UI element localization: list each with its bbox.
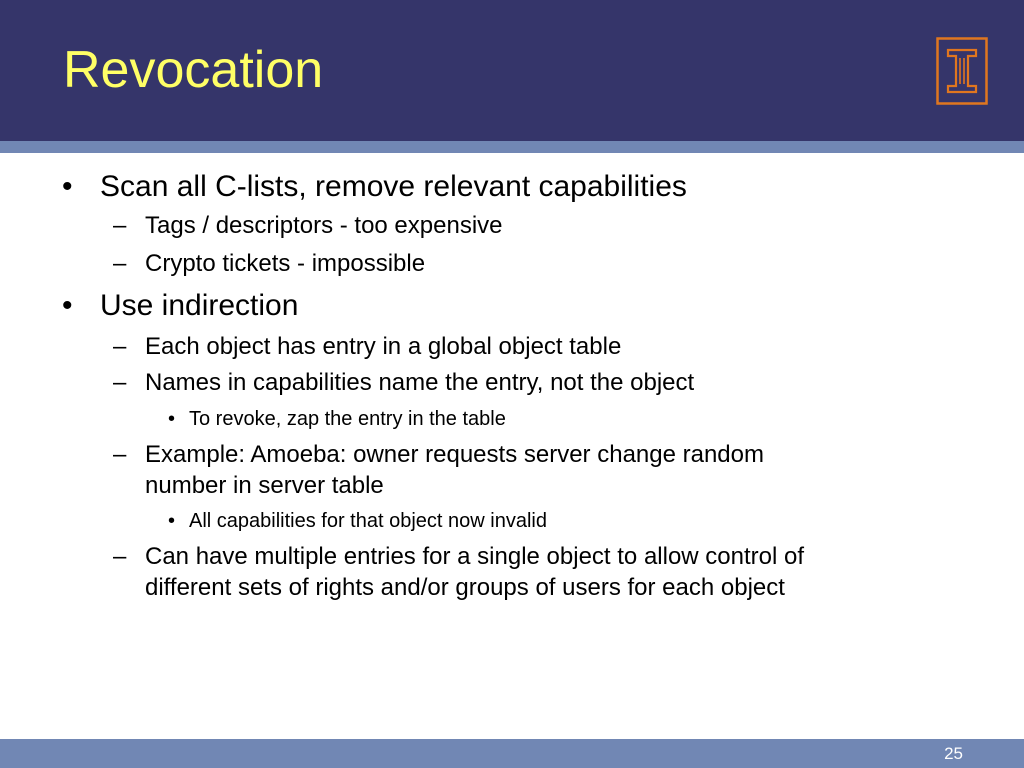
sub-bullet-2-3-continued: number in server table [145,472,384,499]
page-number: 25 [944,744,963,763]
bullet-2: Use indirection [100,289,299,322]
dash-marker: – [113,212,127,239]
dash-marker: – [113,441,127,468]
sub-bullet-2-1: Each object has entry in a global object table [145,333,622,360]
sub-sub-bullet-2-2-1: To revoke, zap the entry in the table [189,408,506,430]
bullet-1: Scan all C-lists, remove relevant capabilities [100,170,687,203]
dash-marker: – [113,333,127,360]
sub-bullet-1-2: Crypto tickets - impossible [145,250,426,277]
sub-sub-bullet-2-3-1: All capabilities for that object now invalid [189,510,547,532]
bullet-marker: • [62,289,73,322]
sub-bullet-2-4: Can have multiple entries for a single object to allow control of [145,543,805,570]
bullet-marker: • [168,408,176,430]
dash-marker: – [113,250,127,277]
bullet-marker: • [168,510,176,532]
sub-bullet-2-2: Names in capabilities name the entry, not the object [145,369,695,396]
sub-bullet-2-4-continued: different sets of rights and/or groups of users for each object [145,574,785,601]
sub-bullet-1-1: Tags / descriptors - too expensive [145,212,503,239]
sub-bullet-2-3: Example: Amoeba: owner requests server change random [145,441,764,468]
slide-title: Revocation [63,41,324,99]
bullet-marker: • [62,170,73,203]
dash-marker: – [113,543,127,570]
dash-marker: – [113,369,127,396]
slide-footer [0,739,1024,768]
